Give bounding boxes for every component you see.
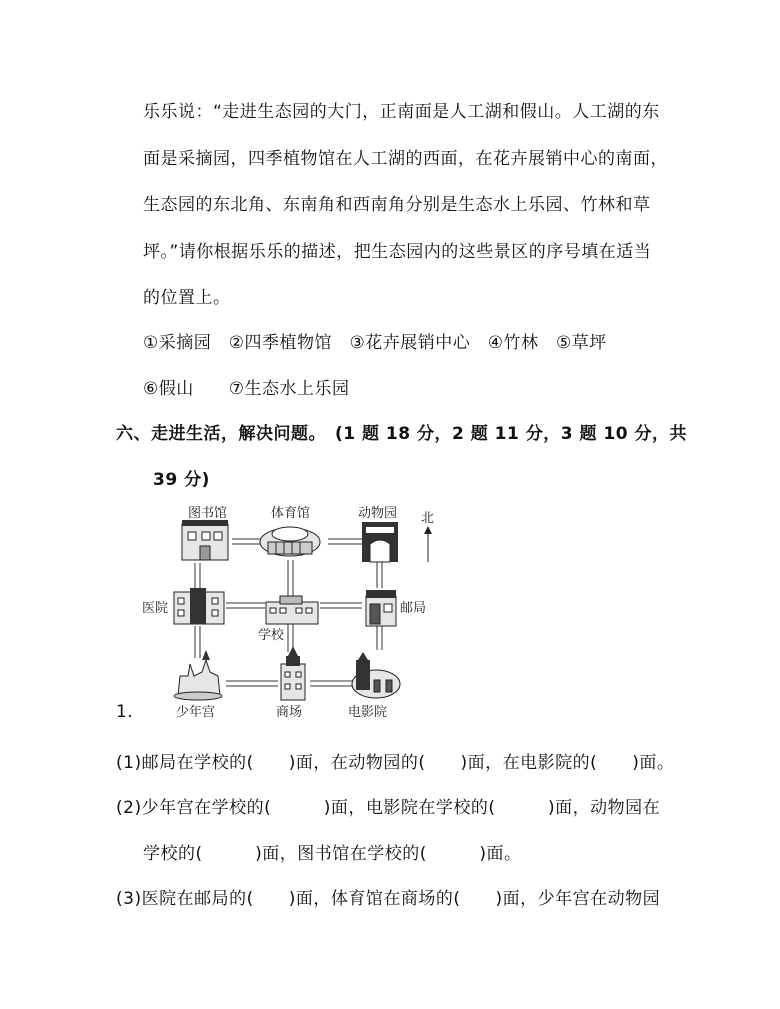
youth-palace-building — [174, 650, 222, 700]
passage-line-4: 坪。”请你根据乐乐的描述，把生态园内的这些景区的序号填在适当 — [143, 242, 652, 262]
question-1-part-1: (1)邮局在学校的( )面，在动物园的( )面，在电影院的( )面。 — [116, 753, 675, 773]
north-arrow — [424, 526, 432, 562]
question-1-part-3: (3)医院在邮局的( )面，体育馆在商场的( )面，少年宫在动物园 — [116, 889, 661, 909]
question-1-part-2a: (2)少年宫在学校的( )面，电影院在学校的( )面，动物园在 — [116, 798, 661, 818]
passage-line-1: 乐乐说：“走进生态园的大门，正南面是人工湖和假山。人工湖的东 — [143, 102, 660, 122]
label-youth-palace: 少年宫 — [176, 705, 216, 720]
label-post-office: 邮局 — [400, 601, 427, 616]
options-line-2: ⑥假山 ⑦生态水上乐园 — [143, 379, 350, 399]
label-school: 学校 — [258, 628, 285, 643]
label-cinema: 电影院 — [348, 705, 388, 720]
label-gym: 体育馆 — [271, 506, 311, 521]
cinema-building — [352, 652, 400, 698]
mall-building — [281, 646, 305, 700]
school-building — [266, 596, 318, 624]
post-office-building — [366, 590, 396, 626]
gym-building — [260, 527, 320, 556]
library-building — [182, 520, 228, 560]
label-north: 北 — [421, 511, 435, 526]
passage-line-2: 面是采摘园，四季植物馆在人工湖的西面，在花卉展销中心的南面， — [143, 149, 668, 169]
section-6-heading: 六、走进生活，解决问题。 (1 题 18 分，2 题 11 分，3 题 10 分，共 — [116, 424, 687, 444]
question-1-number: 1. — [116, 702, 134, 722]
label-library: 图书馆 — [188, 506, 228, 521]
options-line-1: ①采摘园 ②四季植物馆 ③花卉展销中心 ④竹林 ⑤草坪 — [143, 333, 607, 353]
question-1-part-2b: 学校的( )面，图书馆在学校的( )面。 — [143, 844, 522, 864]
town-map-figure — [140, 500, 440, 725]
zoo-gate — [362, 522, 398, 562]
label-mall: 商场 — [276, 705, 303, 720]
passage-line-5: 的位置上。 — [143, 288, 231, 308]
section-6-heading-cont: 39 分) — [153, 470, 210, 490]
hospital-building — [174, 588, 224, 624]
label-zoo: 动物园 — [358, 506, 398, 521]
label-hospital: 医院 — [142, 601, 169, 616]
passage-line-3: 生态园的东北角、东南角和西南角分别是生态水上乐园、竹林和草 — [143, 195, 651, 215]
